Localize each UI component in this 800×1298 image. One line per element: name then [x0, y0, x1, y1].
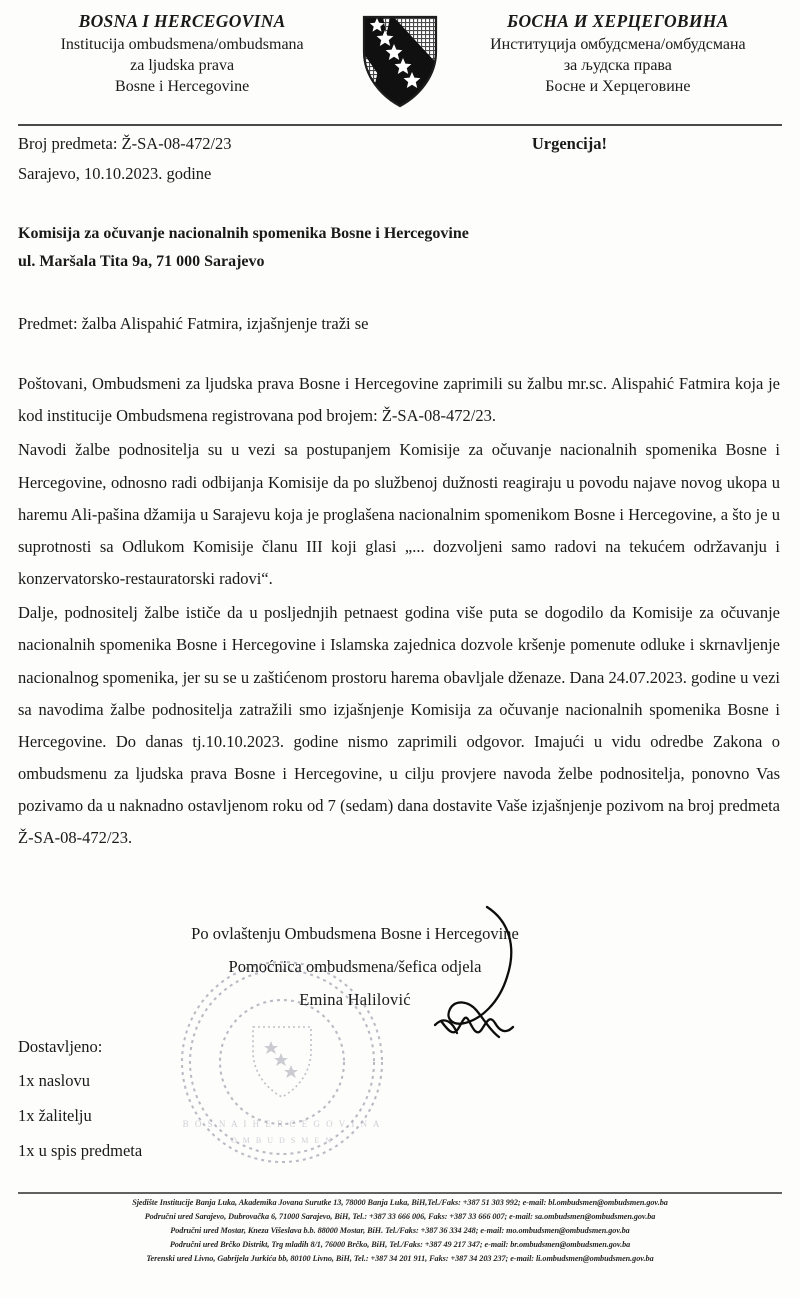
svg-text:O M B U D S M E N: O M B U D S M E N [230, 1136, 334, 1145]
letterhead-country-latin: BOSNA I HERCEGOVINA [78, 11, 286, 31]
signature-position: Pomoćnica ombudsmena/šefica odjela [228, 956, 482, 976]
letterhead-bosnian [18, 10, 346, 97]
delivery-item: 1x naslovu [18, 1071, 90, 1091]
footer-office-livno: Terenski ured Livno, Gabrijela Jurkića bb, 80100 Livno, BiH, Tel.: +387 34 201 911, Faks: +387 34 203 237; e-mail: li.ombudsmen@ombudsmen.gov.ba [146, 1254, 654, 1264]
signatory-name: Emina Halilović [299, 989, 411, 1009]
addressee-block [0, 184, 800, 276]
reference-row [0, 126, 800, 154]
letterhead-institution-cyrillic-2: за људска права [563, 57, 672, 75]
addressee-address: ul. Maršala Tita 9a, 71 000 Sarajevo [18, 253, 265, 270]
body-paragraph-1: Poštovani, Ombudsmeni za ljudska prava Bosne i Hercegovine zaprimili su žalbu mr.sc. Alispahić Fatmira koja je kod institucije Ombudsmena registrovana pod brojem: Ž-SA-08-472/23. [18, 374, 780, 426]
letterhead-institution-latin-2: za ljudska prava [130, 57, 235, 75]
place-and-date: Sarajevo, 10.10.2023. godine [18, 164, 212, 183]
footer-office-banja-luka: Sjedište Institucije Banja Luka, Akademika Jovana Surutke 13, 78000 Banja Luka, BiH,Tel./Faks: +387 51 303 992; e-mail: bl.ombudsmen@ombudsmen.gov.ba [132, 1198, 668, 1207]
letterhead [0, 0, 800, 110]
letter-body [0, 334, 800, 855]
letterhead-institution-latin-3: Bosne i Hercegovine [115, 78, 250, 96]
delivery-list [0, 1016, 800, 1169]
footer-divider [18, 1192, 782, 1194]
body-paragraph-3: Dalje, podnositelj žalbe ističe da u posljednjih petnaest godina više puta se dogodilo da Komisije za očuvanje nacionalnih spomenika Bosne i Hercegovine i Islamska zajednica dozvole kršenje pomenute odluke i skrnavljenje nacionalnog spomenika, jer su se u zaštićenom prostoru harema obavljale dženaze. Dana 24.07.2023. godine u vezi sa navodima žalbe podnositelja zatražili smo izjašnjenje Komisija za očuvanje nacionalnih spomenika Bosne i Hercegovine. Do danas tj.10.10.2023. godine nismo zaprimili odgovor. Imajući u vidu odredbe Zakona o ombudsmenu za ljudska prava Bosne i Hercegovine, u cilju provjere navoda želbe podnositelja, ponovno Vas pozivamo da u naknadno ostavljenom roku od 7 (sedam) dana dostavite Vaše izjašnjenje pozivom na broj predmeta Ž-SA-08-472/23. [18, 603, 780, 848]
footer-offices [0, 1196, 800, 1267]
signature-authority: Po ovlaštenju Ombudsmena Bosne i Hercegovine [191, 923, 519, 943]
letterhead-institution-cyrillic-1: Институција омбудсмена/омбудсмана [490, 36, 746, 54]
footer-office-mostar: Područni ured Mostar, Kneza Višeslava b.b. 88000 Mostar, BiH. Tel./Faks: +387 36 334 248; e-mail: mo.ombudsmen@ombudsmen.gov.ba [170, 1226, 630, 1236]
body-paragraph-2: Navodi žalbe podnositelja su u vezi sa postupanjem Komisije za očuvanje nacionalnih spomenika Bosne i Hercegovine, odnosno radi odbijanja Komisije da po službenoj dužnosti reagiraju u povodu najave novog ukopa u haremu Ali-pašina džamija u Sarajevu koja je proglašena nacionalnim spomenikom Bosne i Hercegovine, a što je u suprotnosti sa Odlukom Komisije članu III koji glasi „... dozvoljeni samo radovi na tekućem održavanju i konzervatorsko-restauratorski radovi“. [18, 440, 780, 589]
urgency-badge: Urgencija! [531, 134, 607, 153]
delivery-item: 1x žalitelju [18, 1105, 92, 1125]
letterhead-institution-cyrillic-3: Босне и Херцеговине [545, 78, 691, 96]
coat-of-arms-icon [352, 10, 447, 110]
signature-block [0, 917, 800, 1016]
delivery-item: 1x u spis predmeta [18, 1140, 143, 1160]
letterhead-country-cyrillic: БОСНА И ХЕРЦЕГОВИНА [507, 11, 729, 31]
svg-text:B O S N A I H E R C E G O: B O S N A I H E R C E G O V I N A [182, 1119, 382, 1129]
delivery-title: Dostavljeno: [18, 1036, 103, 1056]
case-number: Broj predmeta: Ž-SA-08-472/23 [18, 134, 232, 153]
letterhead-institution-latin-1: Institucija ombudsmena/ombudsmana [60, 36, 304, 54]
letterhead-cyrillic [454, 10, 782, 97]
footer-office-sarajevo: Područni ured Sarajevo, Dubrovačka 6, 71000 Sarajevo, BiH, Tel.: +387 33 666 006, Faks: +387 33 666 007; e-mail: sa.ombudsmen@ombudsmen.gov.ba [144, 1212, 656, 1222]
addressee-name: Komisija za očuvanje nacionalnih spomenika Bosne i Hercegovine [18, 225, 469, 242]
subject-line: Predmet: žalba Alispahić Fatmira, izjašnjenje traži se [18, 314, 369, 333]
header-divider [18, 124, 782, 126]
footer-office-brcko: Područni ured Brčko Distrikt, Trg mladih 8/1, 76000 Brčko, BiH, Tel./Faks: +387 49 217 347; e-mail: br.ombudsmen@ombudsmen.gov.ba [169, 1240, 631, 1250]
